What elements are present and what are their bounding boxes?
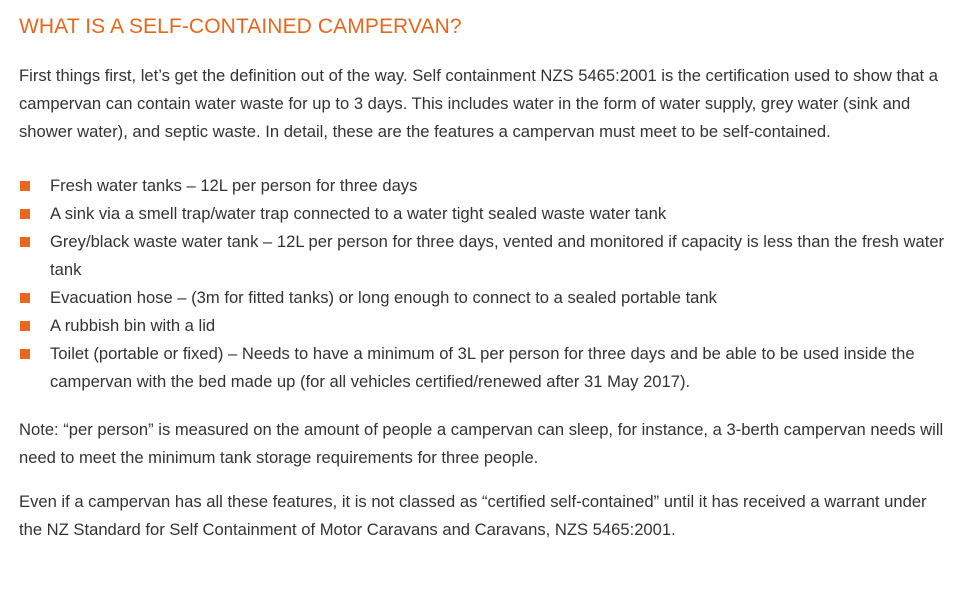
list-item-text: A sink via a smell trap/water trap connected to a water tight sealed waste water tank	[50, 204, 667, 223]
list-item-text: Toilet (portable or fixed) – Needs to have a minimum of 3L per person for three days and be able to be used inside the campervan with the bed made up (for all vehicles certified/renewed after 31 May 2017).	[50, 344, 915, 391]
square-bullet-icon	[20, 237, 30, 247]
square-bullet-icon	[20, 181, 30, 191]
list-item	[19, 172, 949, 200]
closing-paragraph: Even if a campervan has all these features, it is not classed as “certified self-contained” until it has received a warrant under the NZ Standard for Self Containment of Motor Caravans and Caravans, NZS 5465:2001.	[19, 492, 927, 539]
note-paragraph: Note: “per person” is measured on the amount of people a campervan can sleep, for instance, a 3-berth campervan needs will need to meet the minimum tank storage requirements for three people.	[19, 420, 944, 467]
list-item	[19, 312, 949, 340]
features-list	[19, 172, 949, 396]
list-item	[19, 340, 949, 396]
list-item-text: A rubbish bin with a lid	[50, 316, 216, 335]
list-item	[19, 284, 949, 312]
intro-paragraph: First things first, let’s get the definition out of the way. Self containment NZS 5465:2001 is the certification used to show that a campervan can contain water waste for up to 3 days. This includes water in the form of water supply, grey water (sink and shower water), and septic waste. In detail, these are the features a campervan must meet to be self-contained.	[19, 66, 938, 141]
list-item-text: Grey/black waste water tank – 12L per person for three days, vented and monitored if capacity is less than the fresh water tank	[50, 232, 945, 279]
list-item-text: Fresh water tanks – 12L per person for three days	[50, 176, 418, 195]
list-item-text: Evacuation hose – (3m for fitted tanks) or long enough to connect to a sealed portable tank	[50, 288, 717, 307]
square-bullet-icon	[20, 349, 30, 359]
list-item	[19, 200, 949, 228]
list-item	[19, 228, 949, 284]
square-bullet-icon	[20, 209, 30, 219]
square-bullet-icon	[20, 293, 30, 303]
article-title: WHAT IS A SELF-CONTAINED CAMPERVAN?	[19, 15, 462, 38]
square-bullet-icon	[20, 321, 30, 331]
